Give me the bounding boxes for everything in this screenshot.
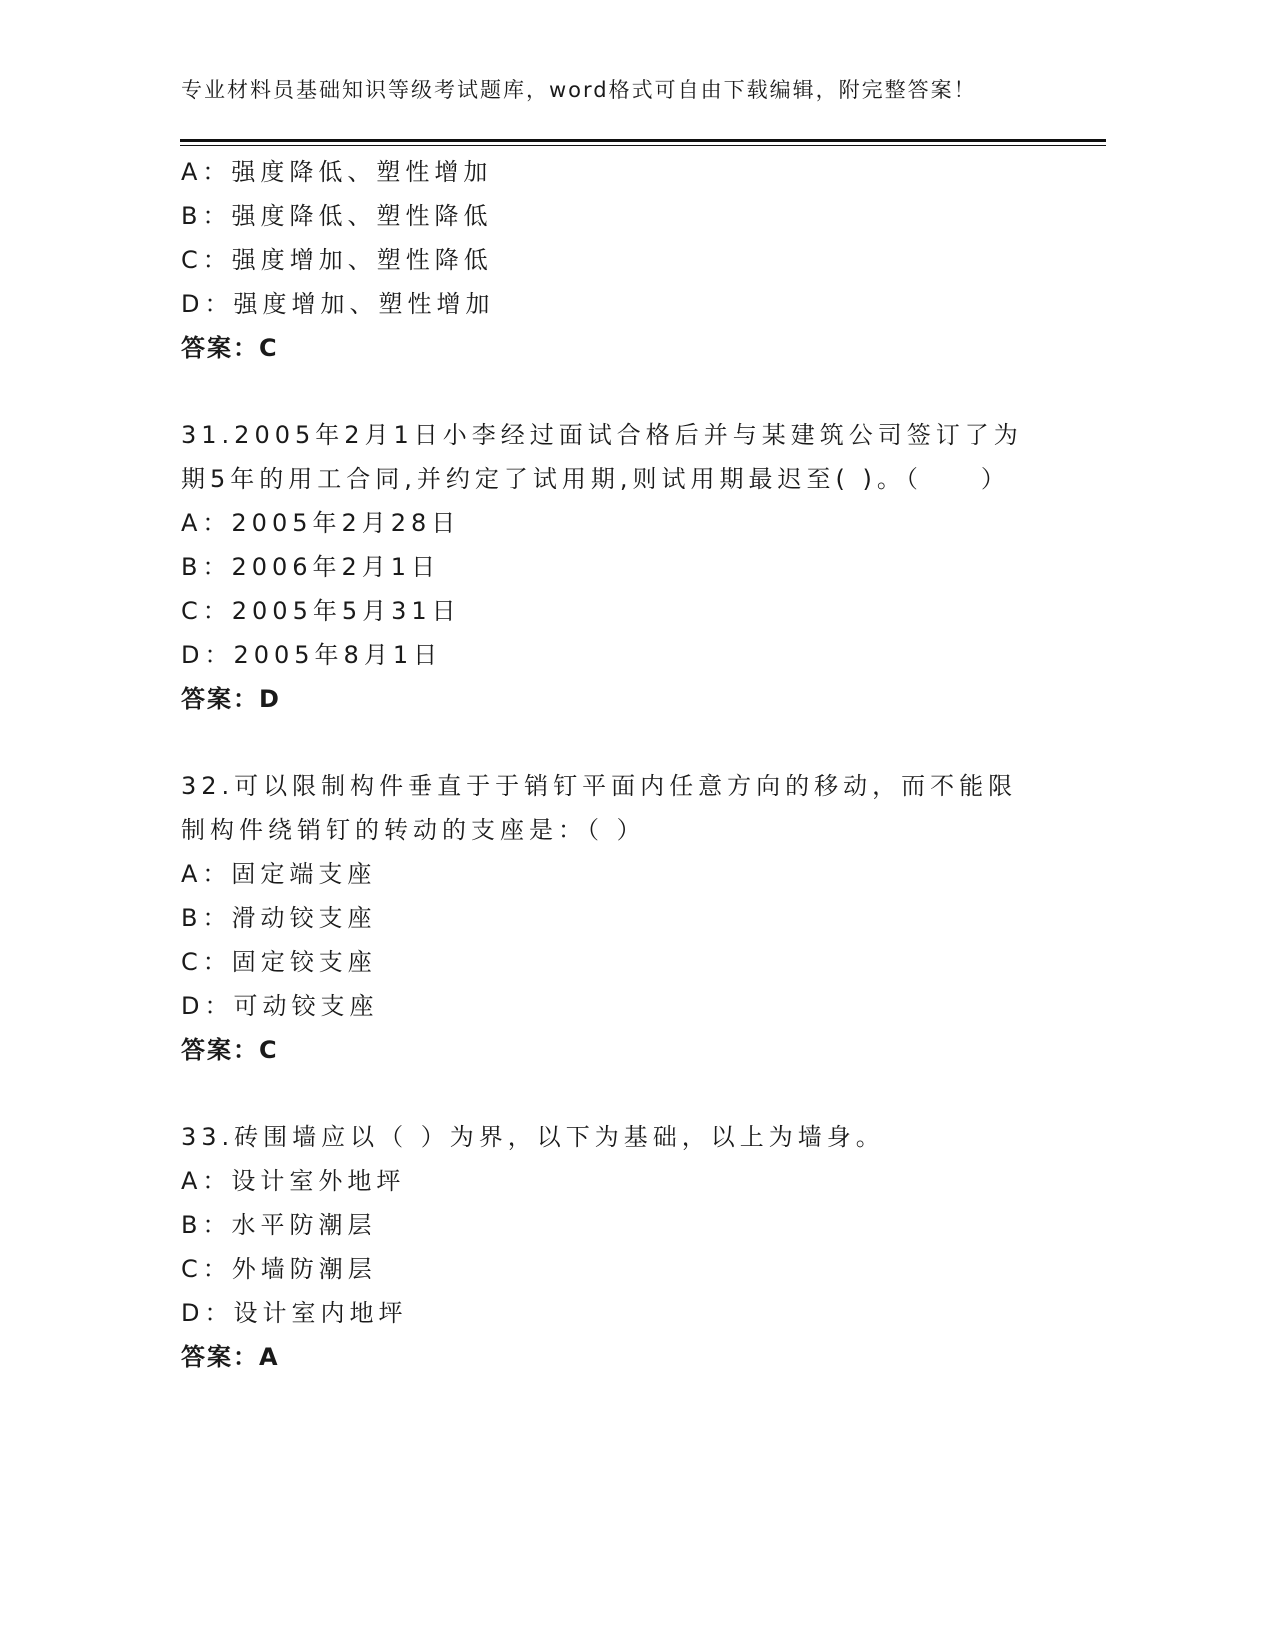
option-d: D：设计室内地坪 <box>181 1299 408 1327</box>
option-c: C：固定铰支座 <box>181 948 377 976</box>
option-c: C：外墙防潮层 <box>181 1255 377 1283</box>
option-d: D：2005年8月1日 <box>181 641 443 669</box>
option-b: B：强度降低、塑性降低 <box>181 202 493 230</box>
option-c: C：2005年5月31日 <box>181 597 461 625</box>
question-text: 33.砖围墙应以（ ）为界，以下为基础，以上为墙身。 <box>181 1123 885 1151</box>
option-a: A：固定端支座 <box>181 860 377 888</box>
header-rule-thick <box>180 139 1106 142</box>
answer: 答案：A <box>181 1343 280 1371</box>
question-31 <box>181 413 1041 721</box>
question-text: 32.可以限制构件垂直于于销钉平面内任意方向的移动，而不能限制构件绕销钉的转动的支座是：（ ） <box>181 772 1018 844</box>
option-b: B：2006年2月1日 <box>181 553 441 581</box>
question-33 <box>181 1115 1041 1379</box>
option-d: D：可动铰支座 <box>181 992 379 1020</box>
answer: 答案：C <box>181 1036 279 1064</box>
option-a: A：强度降低、塑性增加 <box>181 158 493 186</box>
question-32 <box>181 764 1041 1072</box>
option-a: A：设计室外地坪 <box>181 1167 406 1195</box>
answer: 答案：C <box>181 334 279 362</box>
header-rule-thin <box>180 145 1106 146</box>
answer: 答案：D <box>181 685 281 713</box>
page-header: 专业材料员基础知识等级考试题库，word格式可自由下载编辑，附完整答案！ <box>181 78 977 102</box>
option-c: C：强度增加、塑性降低 <box>181 246 493 274</box>
question-30 <box>181 150 1041 370</box>
option-a: A：2005年2月28日 <box>181 509 461 537</box>
question-text: 31.2005年2月1日小李经过面试合格后并与某建筑公司签订了为期5年的用工合同,并约定了试用期,则试用期最迟至( )。（ ） <box>181 421 1023 493</box>
question-list <box>181 150 1041 1379</box>
option-b: B：滑动铰支座 <box>181 904 377 932</box>
option-d: D：强度增加、塑性增加 <box>181 290 495 318</box>
option-b: B：水平防潮层 <box>181 1211 377 1239</box>
